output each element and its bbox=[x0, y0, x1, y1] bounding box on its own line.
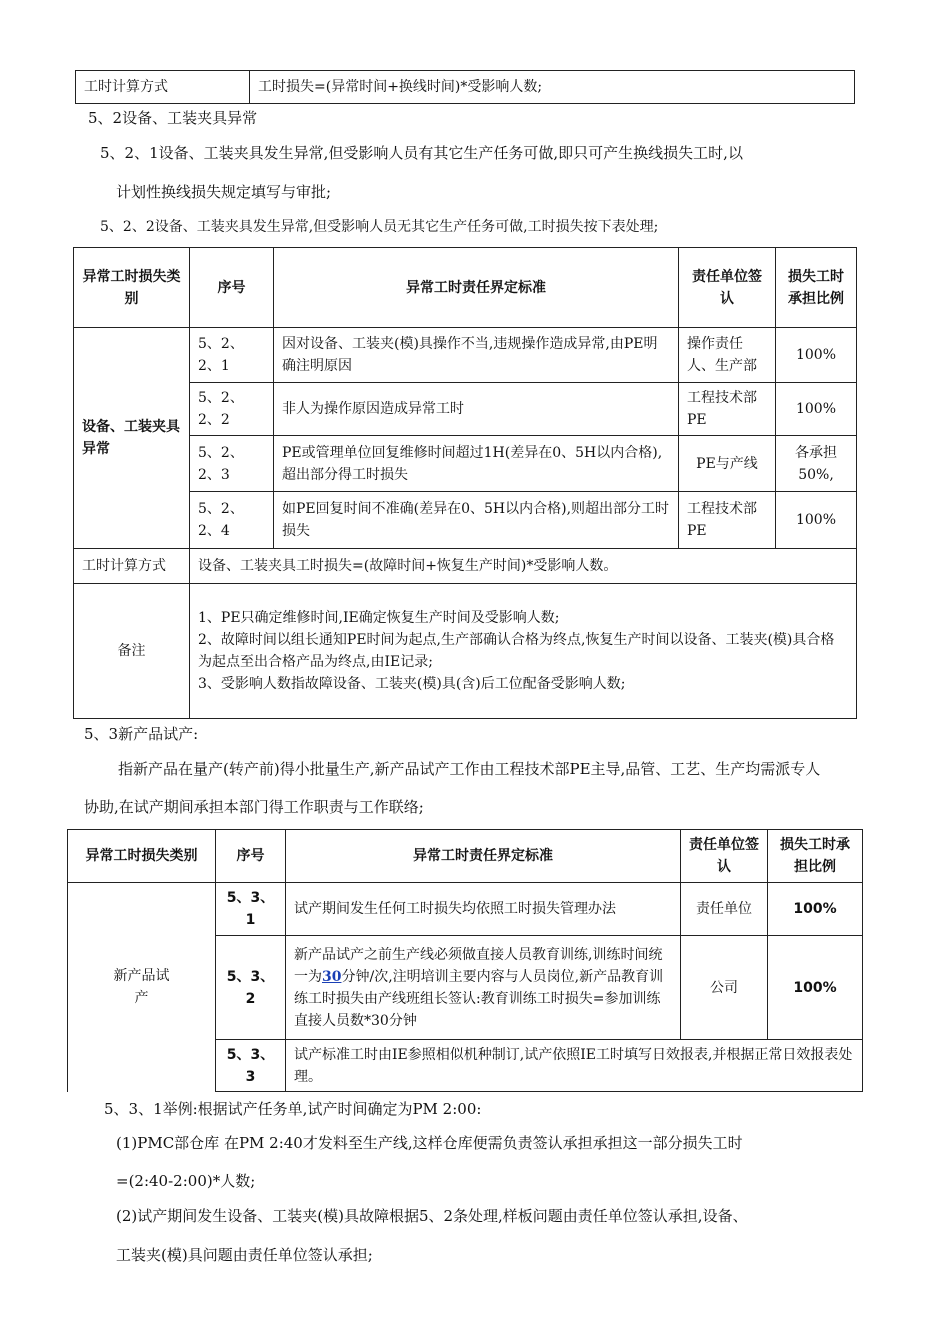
paragraph-5-2-2: 5、2、2设备、工装夹具发生异常,但受影响人员无其它生产任务可做,工时损失按下表处理; bbox=[100, 219, 659, 235]
header-standard: 异常工时责任界定标准 bbox=[274, 248, 679, 328]
time-calc-value: 工时损失=(异常时间+换线时间)*受影响人数; bbox=[250, 71, 855, 104]
row-no: 5、2、2、2 bbox=[190, 383, 274, 436]
calc-label: 工时计算方式 bbox=[74, 549, 190, 584]
row-no: 5、2、2、1 bbox=[190, 328, 274, 383]
row-no: 5、3、1 bbox=[216, 883, 286, 936]
row-standard: PE或管理单位回复维修时间超过1H(差异在0、5H以内合格),超出部分得工时损失 bbox=[274, 436, 679, 492]
example-heading: 5、3、1举例:根据试产任务单,试产时间确定为PM 2:00: bbox=[104, 1100, 482, 1118]
header-category: 异常工时损失类别 bbox=[68, 830, 216, 883]
note-content bbox=[190, 584, 857, 719]
header-unit: 责任单位签认 bbox=[681, 830, 768, 883]
section-5-2-heading: 5、2设备、工装夹具异常 bbox=[88, 109, 258, 127]
row-standard: 试产标准工时由IE参照相似机种制订,试产依照IE工时填写日效报表,并根据正常日效报表处理。 bbox=[286, 1040, 863, 1092]
header-standard: 异常工时责任界定标准 bbox=[286, 830, 681, 883]
row-no: 5、2、2、3 bbox=[190, 436, 274, 492]
paragraph-5-2-1-line1: 5、2、1设备、工装夹具发生异常,但受影响人员有其它生产任务可做,即只可产生换线损失工时,以 bbox=[100, 144, 743, 162]
row-standard: 试产期间发生任何工时损失均依照工时损失管理办法 bbox=[286, 883, 681, 936]
row-unit: 工程技术部PE bbox=[679, 383, 776, 436]
calc-value: 设备、工装夹具工时损失=(故障时间+恢复生产时间)*受影响人数。 bbox=[190, 549, 857, 584]
paragraph-5-3-line1: 指新产品在量产(转产前)得小批量生产,新产品试产工作由工程技术部PE主导,品管、工艺、生产均需派专人 bbox=[118, 760, 821, 778]
note-item: 2、故障时间以组长通知PE时间为起点,生产部确认合格为终点,恢复生产时间以设备、工装夹(模)具合格为起点至出合格产品为终点,由IE记录; bbox=[198, 632, 835, 670]
header-unit: 责任单位签认 bbox=[679, 248, 776, 328]
paragraph-5-2-1-line2: 计划性换线损失规定填写与审批; bbox=[116, 183, 332, 201]
row-unit: 操作责任人、生产部 bbox=[679, 328, 776, 383]
std-text-pre: 新产品试产之前生产线必须做直接人员教育训练,训练时间统一为 bbox=[294, 946, 663, 985]
example-1-line2: =(2:40-2:00)*人数; bbox=[116, 1172, 256, 1190]
header-no: 序号 bbox=[190, 248, 274, 328]
table-row bbox=[74, 436, 857, 492]
table-row bbox=[74, 328, 857, 383]
time-calc-table-top bbox=[75, 70, 855, 104]
note-item: 3、受影响人数指故障设备、工装夹(模)具(含)后工位配备受影响人数; bbox=[198, 676, 626, 692]
section-5-3-heading: 5、3新产品试产: bbox=[84, 725, 199, 743]
category-cell: 设备、工装夹具异常 bbox=[74, 328, 190, 549]
row-ratio: 100% bbox=[776, 328, 857, 383]
header-ratio: 损失工时承担比例 bbox=[776, 248, 857, 328]
row-standard bbox=[286, 936, 681, 1040]
note-item: 1、PE只确定维修时间,IE确定恢复生产时间及受影响人数; bbox=[198, 610, 560, 626]
row-ratio: 各承担50%, bbox=[776, 436, 857, 492]
header-ratio: 损失工时承担比例 bbox=[768, 830, 863, 883]
table-row bbox=[68, 883, 863, 936]
example-2-line1: (2)试产期间发生设备、工装夹(模)具故障根据5、2条处理,样板问题由责任单位签认承担,设备、 bbox=[116, 1207, 748, 1225]
row-unit: 工程技术部PE bbox=[679, 492, 776, 549]
row-unit: 公司 bbox=[681, 936, 768, 1040]
row-ratio: 100% bbox=[776, 492, 857, 549]
header-category: 异常工时损失类别 bbox=[74, 248, 190, 328]
row-unit: PE与产线 bbox=[679, 436, 776, 492]
row-standard: 非人为操作原因造成异常工时 bbox=[274, 383, 679, 436]
header-no: 序号 bbox=[216, 830, 286, 883]
row-unit: 责任单位 bbox=[681, 883, 768, 936]
row-no: 5、3、2 bbox=[216, 936, 286, 1040]
example-1-line1: (1)PMC部仓库 在PM 2:40才发料至生产线,这样仓库便需负责签认承担承担这一部分损失工时 bbox=[116, 1134, 743, 1152]
row-no: 5、2、2、4 bbox=[190, 492, 274, 549]
time-calc-label: 工时计算方式 bbox=[76, 71, 250, 104]
std-text-post: 分钟/次,注明培训主要内容与人员岗位,新产品教育训练工时损失由产线班组长签认:教育训练工时损失=参加训练直接人员数*30分钟 bbox=[294, 968, 664, 1029]
category-cell: 新产品试产 bbox=[68, 883, 216, 1092]
paragraph-5-3-line2: 协助,在试产期间承担本部门得工作职责与工作联络; bbox=[84, 798, 424, 816]
table-row bbox=[74, 492, 857, 549]
table-row bbox=[74, 383, 857, 436]
new-product-trial-table bbox=[67, 829, 863, 1092]
row-standard: 如PE回复时间不准确(差异在0、5H以内合格),则超出部分工时损失 bbox=[274, 492, 679, 549]
duration-link[interactable]: 30 bbox=[322, 968, 342, 985]
row-ratio: 100% bbox=[776, 383, 857, 436]
row-ratio: 100% bbox=[768, 936, 863, 1040]
row-no: 5、3、3 bbox=[216, 1040, 286, 1092]
note-label: 备注 bbox=[74, 584, 190, 719]
row-standard: 因对设备、工装夹(模)具操作不当,违规操作造成异常,由PE明确注明原因 bbox=[274, 328, 679, 383]
example-2-line2: 工装夹(模)具问题由责任单位签认承担; bbox=[116, 1246, 373, 1264]
equipment-abnormal-table bbox=[73, 247, 857, 719]
row-ratio: 100% bbox=[768, 883, 863, 936]
